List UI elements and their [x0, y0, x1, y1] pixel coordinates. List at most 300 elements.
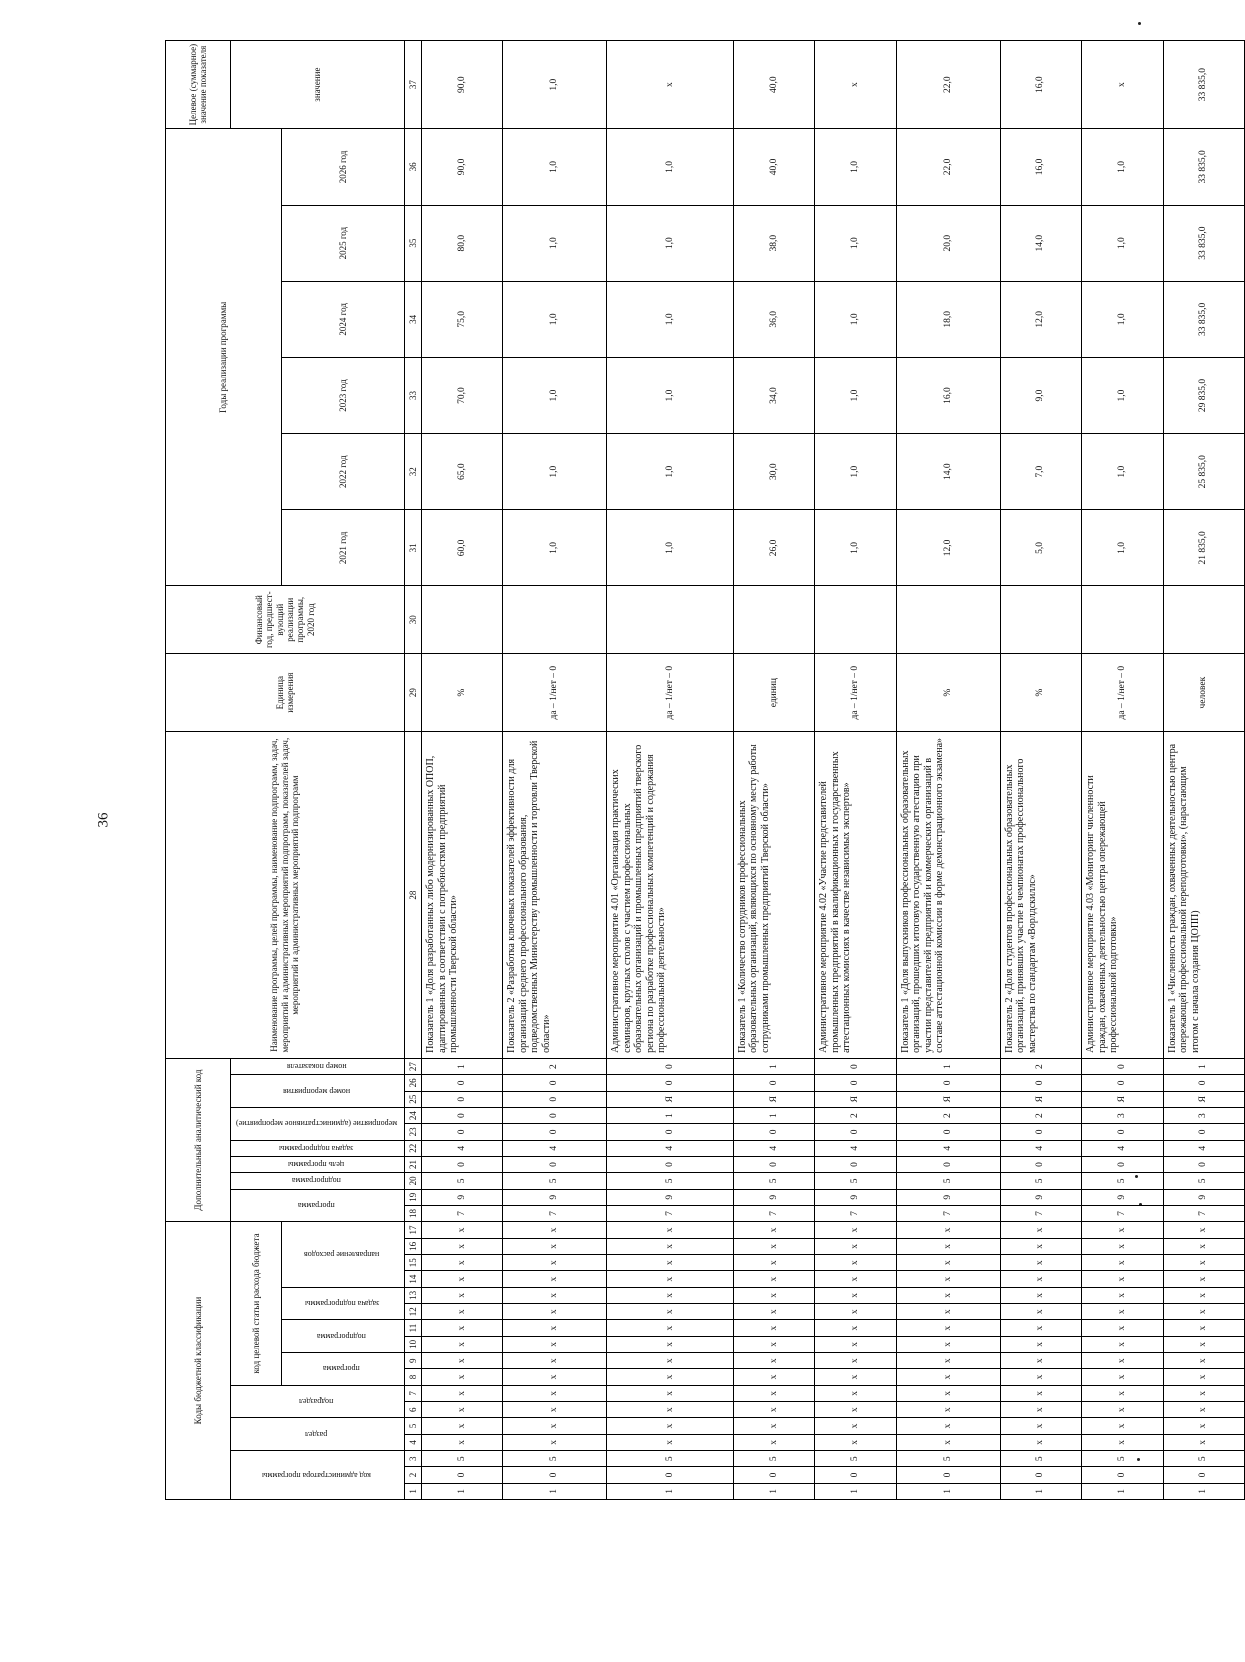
code-cell: х: [733, 1304, 814, 1320]
row-y2025: 1,0: [503, 205, 607, 281]
code-cell: х: [815, 1271, 896, 1287]
code-cell: х: [815, 1418, 896, 1434]
code-cell: Я: [1000, 1091, 1081, 1107]
code-cell: х: [503, 1222, 607, 1239]
row-y2021: 12,0: [896, 510, 1000, 586]
subprogram-d-header: подпрограмма: [231, 1173, 405, 1189]
row-y2025: 33 835,0: [1163, 205, 1245, 281]
code-cell: 5: [503, 1173, 607, 1189]
row-y2026: 1,0: [1082, 129, 1163, 205]
row-y2023: 70,0: [422, 357, 503, 433]
column-number: 19: [405, 1189, 422, 1205]
code-cell: 0: [1000, 1156, 1081, 1172]
goal-program-header: цель программы: [231, 1156, 405, 1172]
code-cell: х: [815, 1304, 896, 1320]
code-cell: 9: [607, 1189, 734, 1205]
code-cell: х: [1000, 1418, 1081, 1434]
code-cell: х: [1082, 1255, 1163, 1271]
code-cell: 1: [733, 1483, 814, 1499]
code-cell: х: [1082, 1222, 1163, 1239]
row-fin: [733, 586, 814, 653]
column-number: 21: [405, 1156, 422, 1172]
code-cell: х: [733, 1336, 814, 1352]
row-y2021: 1,0: [815, 510, 896, 586]
row-name: Административное мероприятие 4.01 «Организация практических семинаров, круглых столов с участием профессиональных образовательных организаций и промышленных предприятий тверского региона по разработке профессиональных компетенций и содержания профессиональной деятельности»: [607, 732, 734, 1059]
row-name: Показатель 2 «Разработка ключевых показателей эффективности для организаций среднего профессионального образования, подведомственных Министерству промышленности и торговли Тверской области»: [503, 732, 607, 1059]
code-cell: х: [503, 1255, 607, 1271]
row-y2024: 18,0: [896, 281, 1000, 357]
code-cell: Я: [733, 1091, 814, 1107]
code-cell: х: [1163, 1238, 1245, 1254]
row-y2026: 22,0: [896, 129, 1000, 205]
code-cell: х: [1163, 1385, 1245, 1401]
code-cell: х: [422, 1434, 503, 1450]
code-cell: 0: [422, 1107, 503, 1123]
row-y2021: 1,0: [607, 510, 734, 586]
code-cell: х: [1163, 1353, 1245, 1369]
row-fin: [607, 586, 734, 653]
code-cell: х: [815, 1434, 896, 1450]
column-number: 10: [405, 1336, 422, 1352]
row-y2023: 34,0: [733, 357, 814, 433]
code-cell: х: [1000, 1434, 1081, 1450]
code-cell: х: [607, 1336, 734, 1352]
code-cell: 9: [896, 1189, 1000, 1205]
column-number: 23: [405, 1124, 422, 1140]
code-cell: 7: [1000, 1205, 1081, 1221]
code-cell: 0: [896, 1156, 1000, 1172]
code-cell: 5: [733, 1173, 814, 1189]
code-cell: 1: [733, 1058, 814, 1074]
code-cell: 9: [733, 1189, 814, 1205]
code-cell: 3: [1082, 1107, 1163, 1123]
code-cell: 9: [503, 1189, 607, 1205]
row-y2023: 1,0: [607, 357, 734, 433]
column-number: 18: [405, 1205, 422, 1221]
code-cell: 7: [815, 1205, 896, 1221]
code-cell: х: [422, 1336, 503, 1352]
code-cell: 4: [896, 1140, 1000, 1156]
code-cell: 0: [815, 1124, 896, 1140]
code-cell: 0: [896, 1467, 1000, 1483]
code-cell: 0: [1082, 1058, 1163, 1074]
column-number: 11: [405, 1320, 422, 1336]
row-y2022: 1,0: [607, 434, 734, 510]
code-cell: х: [1163, 1434, 1245, 1450]
row-y2024: 1,0: [1082, 281, 1163, 357]
code-cell: 4: [1000, 1140, 1081, 1156]
code-cell: х: [896, 1287, 1000, 1303]
table-row: [607, 41, 734, 1500]
code-cell: 0: [1000, 1124, 1081, 1140]
code-cell: х: [896, 1304, 1000, 1320]
indicator-number-header: номер показателя: [231, 1058, 405, 1074]
row-unit: да – 1/нет – 0: [607, 653, 734, 731]
row-name: Показатель 1 «Доля выпускников профессиональных образовательных организаций, прошедших итоговую государственную аттестацию при участии представителей предприятий и коммерческих организаций в составе аттестационной комиссии в форме демонстрационного экзамена»: [896, 732, 1000, 1059]
row-fin: [815, 586, 896, 653]
row-y2025: 80,0: [422, 205, 503, 281]
code-cell: 2: [503, 1058, 607, 1074]
column-number: 37: [405, 41, 422, 129]
code-cell: 0: [607, 1467, 734, 1483]
code-cell: х: [1163, 1271, 1245, 1287]
code-cell: 5: [815, 1451, 896, 1467]
code-cell: х: [896, 1434, 1000, 1450]
code-cell: 1: [733, 1107, 814, 1123]
scan-artifact-dot: [1138, 22, 1141, 25]
code-cell: х: [733, 1238, 814, 1254]
code-cell: х: [1163, 1287, 1245, 1303]
admin-code-header: код администратора программы: [231, 1451, 405, 1500]
row-y2026: 1,0: [607, 129, 734, 205]
code-cell: х: [896, 1255, 1000, 1271]
code-cell: 5: [422, 1451, 503, 1467]
column-number: 1: [405, 1483, 422, 1499]
row-target: 90,0: [422, 41, 503, 129]
code-cell: х: [896, 1369, 1000, 1385]
code-cell: х: [503, 1369, 607, 1385]
code-cell: х: [1163, 1222, 1245, 1239]
code-cell: х: [1000, 1353, 1081, 1369]
code-cell: 1: [422, 1058, 503, 1074]
code-cell: х: [503, 1385, 607, 1401]
row-y2022: 1,0: [815, 434, 896, 510]
row-name: Показатель 1 «Численность граждан, охваченных деятельностью центра опережающей профессиональной переподготовки», (нарастающим итогом с начала создания ЦОПП): [1163, 732, 1245, 1059]
code-cell: 9: [422, 1189, 503, 1205]
code-cell: 0: [1000, 1467, 1081, 1483]
code-cell: х: [815, 1320, 896, 1336]
code-cell: 0: [733, 1467, 814, 1483]
code-cell: х: [422, 1238, 503, 1254]
column-number: 34: [405, 281, 422, 357]
code-cell: х: [422, 1320, 503, 1336]
column-number-row: [405, 41, 422, 1500]
code-cell: х: [1082, 1353, 1163, 1369]
code-cell: х: [733, 1271, 814, 1287]
budget-codes-header: Коды бюджетной классификации: [166, 1222, 231, 1500]
code-cell: 4: [607, 1140, 734, 1156]
code-cell: х: [1082, 1271, 1163, 1287]
column-number: 32: [405, 434, 422, 510]
code-cell: х: [1082, 1369, 1163, 1385]
code-cell: х: [1000, 1385, 1081, 1401]
code-cell: х: [815, 1255, 896, 1271]
row-y2021: 26,0: [733, 510, 814, 586]
column-number: 22: [405, 1140, 422, 1156]
row-y2023: 29 835,0: [1163, 357, 1245, 433]
code-cell: 1: [422, 1483, 503, 1499]
code-cell: х: [1163, 1402, 1245, 1418]
code-cell: 1: [607, 1483, 734, 1499]
code-cell: х: [607, 1385, 734, 1401]
code-cell: 0: [815, 1467, 896, 1483]
code-cell: х: [607, 1287, 734, 1303]
row-y2023: 1,0: [1082, 357, 1163, 433]
row-y2021: 1,0: [503, 510, 607, 586]
code-cell: 7: [1163, 1205, 1245, 1221]
code-cell: х: [503, 1238, 607, 1254]
code-cell: х: [503, 1287, 607, 1303]
year-2026-header: 2026 год: [282, 129, 405, 205]
page-number: 36: [95, 812, 112, 828]
subprogram-header: подпрограмма: [282, 1320, 405, 1353]
row-y2022: 7,0: [1000, 434, 1081, 510]
code-cell: х: [422, 1271, 503, 1287]
row-target: 22,0: [896, 41, 1000, 129]
code-cell: 2: [1000, 1058, 1081, 1074]
column-number: 29: [405, 653, 422, 731]
code-cell: 5: [1163, 1451, 1245, 1467]
fin-year-header: Финансовый год, предшест- вующий реализации программы, 2020 год: [166, 586, 405, 653]
code-cell: х: [1163, 1320, 1245, 1336]
code-cell: 1: [1163, 1483, 1245, 1499]
row-y2021: 5,0: [1000, 510, 1081, 586]
code-cell: х: [1082, 1320, 1163, 1336]
code-cell: 0: [503, 1075, 607, 1091]
column-number: 25: [405, 1091, 422, 1107]
code-cell: х: [1000, 1369, 1081, 1385]
code-cell: 0: [503, 1124, 607, 1140]
column-number: 13: [405, 1287, 422, 1303]
code-cell: х: [422, 1385, 503, 1401]
code-cell: х: [607, 1418, 734, 1434]
code-cell: 5: [607, 1173, 734, 1189]
code-cell: х: [815, 1238, 896, 1254]
code-cell: х: [896, 1271, 1000, 1287]
code-cell: 0: [1163, 1075, 1245, 1091]
row-y2024: 1,0: [815, 281, 896, 357]
column-number: 30: [405, 586, 422, 653]
column-number: 15: [405, 1255, 422, 1271]
code-cell: х: [1163, 1418, 1245, 1434]
code-cell: х: [733, 1402, 814, 1418]
code-cell: х: [1082, 1385, 1163, 1401]
code-cell: х: [422, 1418, 503, 1434]
row-unit: да – 1/нет – 0: [1082, 653, 1163, 731]
target-header: Целевое (суммарное) значение показателя: [166, 41, 231, 129]
code-cell: х: [1082, 1304, 1163, 1320]
row-name: Показатель 1 «Количество сотрудников профессиональных образовательных организаций, являющихся по основному месту работы сотрудниками промышленных предприятий Тверской области»: [733, 732, 814, 1059]
code-cell: 1: [896, 1058, 1000, 1074]
code-cell: Я: [1082, 1091, 1163, 1107]
code-cell: х: [1163, 1255, 1245, 1271]
code-cell: 1: [1163, 1058, 1245, 1074]
code-cell: 4: [733, 1140, 814, 1156]
column-number: 35: [405, 205, 422, 281]
code-cell: 5: [1000, 1173, 1081, 1189]
code-cell: 0: [422, 1091, 503, 1107]
code-cell: х: [503, 1402, 607, 1418]
code-cell: х: [733, 1418, 814, 1434]
code-cell: 5: [815, 1173, 896, 1189]
row-y2023: 1,0: [815, 357, 896, 433]
code-cell: 0: [607, 1156, 734, 1172]
code-cell: 0: [896, 1075, 1000, 1091]
section-header: раздел: [231, 1418, 405, 1451]
code-cell: х: [1000, 1320, 1081, 1336]
column-number: 7: [405, 1385, 422, 1401]
code-cell: х: [503, 1418, 607, 1434]
code-cell: х: [503, 1304, 607, 1320]
row-unit: %: [896, 653, 1000, 731]
column-number: 6: [405, 1402, 422, 1418]
row-target: 33 835,0: [1163, 41, 1245, 129]
code-cell: х: [422, 1402, 503, 1418]
year-2023-header: 2023 год: [282, 357, 405, 433]
code-cell: х: [1000, 1238, 1081, 1254]
row-fin: [422, 586, 503, 653]
code-cell: х: [607, 1353, 734, 1369]
code-cell: 0: [422, 1124, 503, 1140]
code-cell: 0: [607, 1124, 734, 1140]
code-cell: 3: [1163, 1107, 1245, 1123]
row-y2023: 16,0: [896, 357, 1000, 433]
code-cell: 1: [1000, 1483, 1081, 1499]
code-cell: 0: [1163, 1156, 1245, 1172]
code-cell: 1: [815, 1483, 896, 1499]
code-cell: 9: [815, 1189, 896, 1205]
table-row: [422, 41, 503, 1500]
code-cell: х: [1082, 1336, 1163, 1352]
code-cell: Я: [1163, 1091, 1245, 1107]
code-cell: 2: [1000, 1107, 1081, 1123]
code-cell: 0: [815, 1058, 896, 1074]
year-2021-header: 2021 год: [282, 510, 405, 586]
row-y2022: 65,0: [422, 434, 503, 510]
code-cell: х: [896, 1336, 1000, 1352]
code-cell: х: [1082, 1287, 1163, 1303]
code-cell: 2: [896, 1107, 1000, 1123]
row-unit: да – 1/нет – 0: [503, 653, 607, 731]
table-row: [503, 41, 607, 1500]
code-cell: 0: [733, 1156, 814, 1172]
column-number: 8: [405, 1369, 422, 1385]
code-cell: 0: [1163, 1467, 1245, 1483]
code-cell: 4: [1082, 1140, 1163, 1156]
program-d-header: программа: [231, 1189, 405, 1222]
code-cell: 0: [733, 1075, 814, 1091]
code-cell: х: [733, 1353, 814, 1369]
code-cell: х: [607, 1320, 734, 1336]
table-row: [1163, 41, 1245, 1500]
row-name: Административное мероприятие 4.02 «Участие представителей промышленных предприятий в квалификационных и государственных аттестационных комиссиях в качестве независимых экспертов»: [815, 732, 896, 1059]
table-row: [1000, 41, 1081, 1500]
column-number: 5: [405, 1418, 422, 1434]
code-cell: 5: [896, 1173, 1000, 1189]
code-cell: 0: [422, 1075, 503, 1091]
column-number: 28: [405, 732, 422, 1059]
code-cell: х: [733, 1385, 814, 1401]
code-cell: 5: [1082, 1173, 1163, 1189]
code-cell: 7: [1082, 1205, 1163, 1221]
code-cell: х: [1163, 1304, 1245, 1320]
row-y2021: 60,0: [422, 510, 503, 586]
code-cell: 0: [503, 1467, 607, 1483]
code-cell: 5: [607, 1451, 734, 1467]
code-cell: х: [1000, 1222, 1081, 1239]
row-target: х: [815, 41, 896, 129]
row-unit: человек: [1163, 653, 1245, 731]
code-cell: х: [1082, 1434, 1163, 1450]
code-cell: х: [1163, 1369, 1245, 1385]
code-cell: х: [422, 1369, 503, 1385]
code-cell: х: [815, 1369, 896, 1385]
row-y2025: 1,0: [815, 205, 896, 281]
task-subprogram-header: задача подпрограммы: [282, 1287, 405, 1320]
row-unit: %: [422, 653, 503, 731]
code-cell: х: [1082, 1402, 1163, 1418]
code-cell: 7: [607, 1205, 734, 1221]
row-target: х: [1082, 41, 1163, 129]
code-cell: х: [1082, 1238, 1163, 1254]
code-cell: 5: [422, 1173, 503, 1189]
code-cell: х: [607, 1271, 734, 1287]
code-cell: х: [815, 1402, 896, 1418]
row-y2023: 9,0: [1000, 357, 1081, 433]
rotated-document-sheet: [165, 40, 1245, 1500]
additional-code-header: Дополнительный аналитический код: [166, 1058, 231, 1221]
code-cell: х: [815, 1385, 896, 1401]
code-cell: х: [1000, 1287, 1081, 1303]
row-fin: [896, 586, 1000, 653]
code-cell: х: [733, 1287, 814, 1303]
value-header: значение: [231, 41, 405, 129]
row-y2026: 16,0: [1000, 129, 1081, 205]
code-cell: Я: [607, 1091, 734, 1107]
row-unit: да – 1/нет – 0: [815, 653, 896, 731]
code-cell: х: [422, 1304, 503, 1320]
code-cell: х: [422, 1287, 503, 1303]
code-cell: 1: [1082, 1483, 1163, 1499]
row-target: 16,0: [1000, 41, 1081, 129]
code-cell: 1: [503, 1483, 607, 1499]
code-cell: 0: [896, 1124, 1000, 1140]
code-cell: 7: [896, 1205, 1000, 1221]
code-cell: 1: [607, 1107, 734, 1123]
code-cell: х: [1082, 1418, 1163, 1434]
row-y2024: 75,0: [422, 281, 503, 357]
code-cell: 5: [1082, 1451, 1163, 1467]
year-2022-header: 2022 год: [282, 434, 405, 510]
column-number: 26: [405, 1075, 422, 1091]
code-cell: 0: [815, 1075, 896, 1091]
code-cell: х: [607, 1402, 734, 1418]
code-cell: 0: [1082, 1124, 1163, 1140]
row-fin: [503, 586, 607, 653]
code-cell: х: [1163, 1336, 1245, 1352]
code-cell: х: [896, 1385, 1000, 1401]
row-y2025: 1,0: [1082, 205, 1163, 281]
code-cell: 5: [896, 1451, 1000, 1467]
code-cell: 5: [1163, 1173, 1245, 1189]
row-y2026: 90,0: [422, 129, 503, 205]
code-cell: 0: [607, 1075, 734, 1091]
code-cell: 7: [733, 1205, 814, 1221]
code-cell: 2: [815, 1107, 896, 1123]
table-row: [896, 41, 1000, 1500]
row-unit: %: [1000, 653, 1081, 731]
code-cell: х: [896, 1222, 1000, 1239]
row-y2024: 36,0: [733, 281, 814, 357]
row-target: х: [607, 41, 734, 129]
row-y2024: 1,0: [503, 281, 607, 357]
code-cell: х: [733, 1255, 814, 1271]
code-cell: 4: [1163, 1140, 1245, 1156]
code-cell: 0: [607, 1058, 734, 1074]
table-body: [405, 41, 1245, 1500]
column-number: 24: [405, 1107, 422, 1123]
row-name: Административное мероприятие 4.03 «Мониторинг численности граждан, охваченных деятельностью центра опережающей профессиональной подготовки»: [1082, 732, 1163, 1059]
